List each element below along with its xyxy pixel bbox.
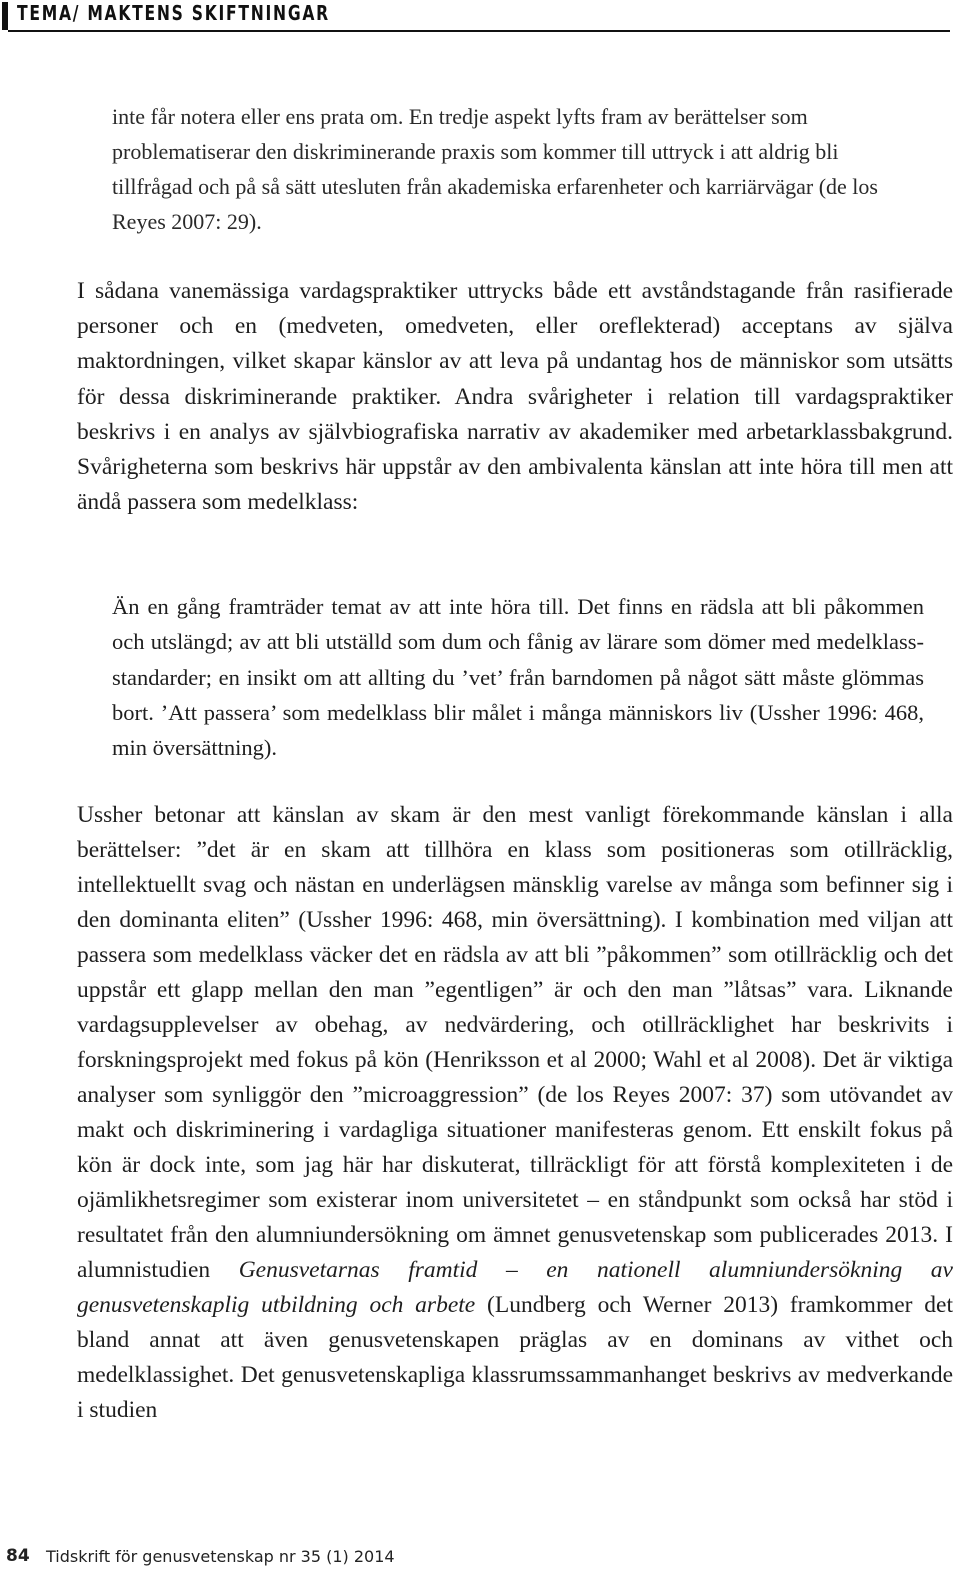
- header-rule: [8, 30, 950, 32]
- paragraph-continued: inte får notera eller ens prata om. En tredje aspekt lyfts fram av berättelser som problematiserar den diskriminerande praxis som kommer till uttryck i att aldrig bli tillfrågad och på så sätt utesluten från akademiska erfarenheter och karriärvägar (de los Reyes 2007: 29).: [112, 104, 878, 234]
- paragraph-vardagspraktiker: I sådana vanemässiga vardagspraktiker uttrycks både ett avståndstagande från rasifierade personer och en (medveten, omedveten, eller oreflekterad) acceptans av själva maktordningen, vilket skapar känslor av att leva på undantag hos de människor som utsätts för dessa diskriminerande praktiker. Andra svårigheter i relation till vardagspraktiker beskrivs i en analys av självbiografiska narrativ av akademiker med arbetarklassbakgrund. Svårigheterna som beskrivs här uppstår av den ambivalenta känslan att inte höra till men att ändå passera som medelklass:: [77, 278, 953, 516]
- header-marker-bar: [2, 2, 8, 30]
- paragraph-ussher-text-a: Ussher betonar att känslan av skam är den mest vanligt förekommande känslan i alla berättelser: ”det är en skam att tillhöra en klass som positioneras som otillräcklig, intellektuellt svag och nästan en underlägsen mänsklig varelse av många som befinner sig i den dominanta eliten” (Ussher 1996: 468, min översättning). I kombination med viljan att passera som medelklass väcker det en rädsla av att bli ”påkommen” som otillräcklig och det uppstår ett glapp mellan den man ”egentligen” är och den man ”låtsas” vara. Liknande vardagsupplevelser av obehag, av nedvärdering, och otillräcklighet har beskrivits i forskningsprojekt med fokus på kön (Henriksson et al 2000; Wahl et al 2008). Det är viktiga analyser som synliggör den ”microaggression” (de los Reyes 2007: 37) som utövandet av makt och diskriminering i vardagliga situationer manifesteras genom. Ett enskilt fokus på kön är dock inte, som jag här har diskuterat, tillräckligt för att förstå komplexiteten i de ojämlikhetsregimer som existerar inom universitetet – en ståndpunkt som också har stöd i resultatet från den alumniundersökning om ämnet genusvetenskap som publicerades 2013. I alumnistudien: [77, 802, 953, 1283]
- study-title: Genusvetarnas framtid – en nationell alumniundersökning av genusvetenskaplig utbildning och arbete: [77, 1257, 953, 1318]
- paragraph-ussher-text-b: (Lundberg och Werner 2013) framkommer det bland annat att även genusvetenskapen präglas av en dominans av vithet och medelklassighet. Det genusvetenskapliga klassrumssammanhanget beskrivs av medverkande i studien: [77, 1292, 953, 1423]
- running-header: [0, 0, 950, 34]
- paragraph-ussher: [77, 798, 953, 1428]
- block-quote: Än en gång framträder temat av att inte höra till. Det finns en rädsla att bli påkommen och utslängd; av att bli utställd som dum och fånig av lärare som dömer med medelklass-standarder; en insikt om att allting du ’vet’ från barndomen på något sätt måste glömmas bort. ’Att passera’ som medelklass blir målet i många människors liv (Ussher 1996: 468, min översättning).: [112, 594, 924, 761]
- section-label: TEMA/ MAKTENS SKIFTNINGAR: [17, 1, 330, 25]
- page-number: 84: [6, 1546, 30, 1566]
- page-footer: [0, 1544, 960, 1574]
- journal-name: Tidskrift för genusvetenskap nr 35 (1) 2014: [46, 1547, 395, 1566]
